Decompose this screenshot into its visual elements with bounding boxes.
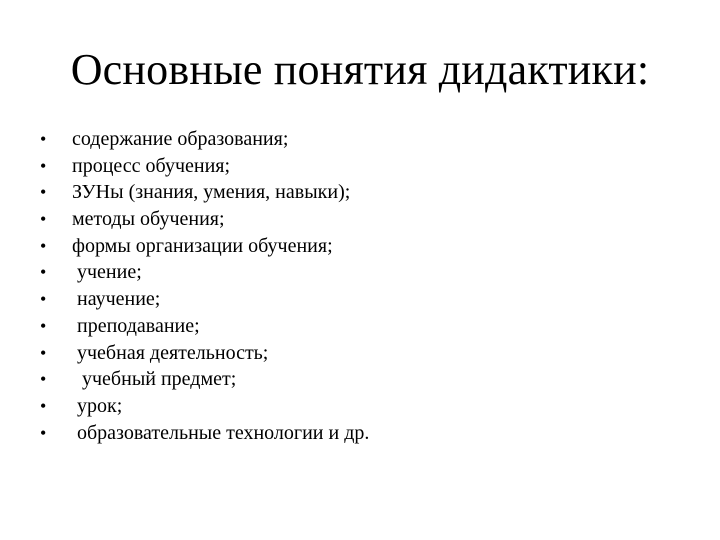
bullet-icon: • [40, 395, 47, 416]
list-item-text: учебный предмет; [72, 368, 237, 391]
list-item-text: формы организации обучения; [72, 234, 333, 257]
list-item-text: содержание образования; [72, 128, 289, 150]
list-item-text: учение; [72, 261, 142, 284]
bullet-icon: • [40, 422, 47, 443]
list-item [40, 179, 680, 206]
list-item [40, 126, 680, 153]
list-item-text: преподавание; [72, 314, 200, 337]
list-item [40, 340, 680, 367]
list-item-text: научение; [72, 288, 161, 311]
list-item [40, 420, 680, 447]
list-item-text: методы обучения; [72, 208, 225, 231]
concept-list [40, 126, 680, 446]
bullet-icon: • [40, 262, 47, 283]
list-item [40, 233, 680, 260]
bullet-icon: • [40, 315, 47, 336]
bullet-icon: • [40, 155, 47, 176]
list-item [40, 393, 680, 420]
bullet-icon: • [40, 289, 47, 310]
list-item-text: ЗУНы (знания, умения, навыки); [72, 181, 351, 204]
bullet-icon: • [40, 182, 47, 203]
list-item-text: образовательные технологии и др. [72, 421, 370, 444]
list-item [40, 206, 680, 233]
bullet-icon: • [40, 209, 47, 230]
list-item [40, 153, 680, 180]
list-item-text: процесс обучения; [72, 154, 231, 177]
list-item-text: урок; [72, 394, 123, 417]
list-item [40, 259, 680, 286]
bullet-icon: • [40, 369, 47, 390]
bullet-icon: • [40, 129, 47, 149]
list-item [40, 313, 680, 340]
slide-title: Основные понятия дидактики: [70, 45, 650, 94]
bullet-icon: • [40, 342, 47, 363]
list-item-text: учебная деятельность; [72, 341, 269, 364]
list-item [40, 366, 680, 393]
bullet-icon: • [40, 235, 47, 256]
list-item [40, 286, 680, 313]
